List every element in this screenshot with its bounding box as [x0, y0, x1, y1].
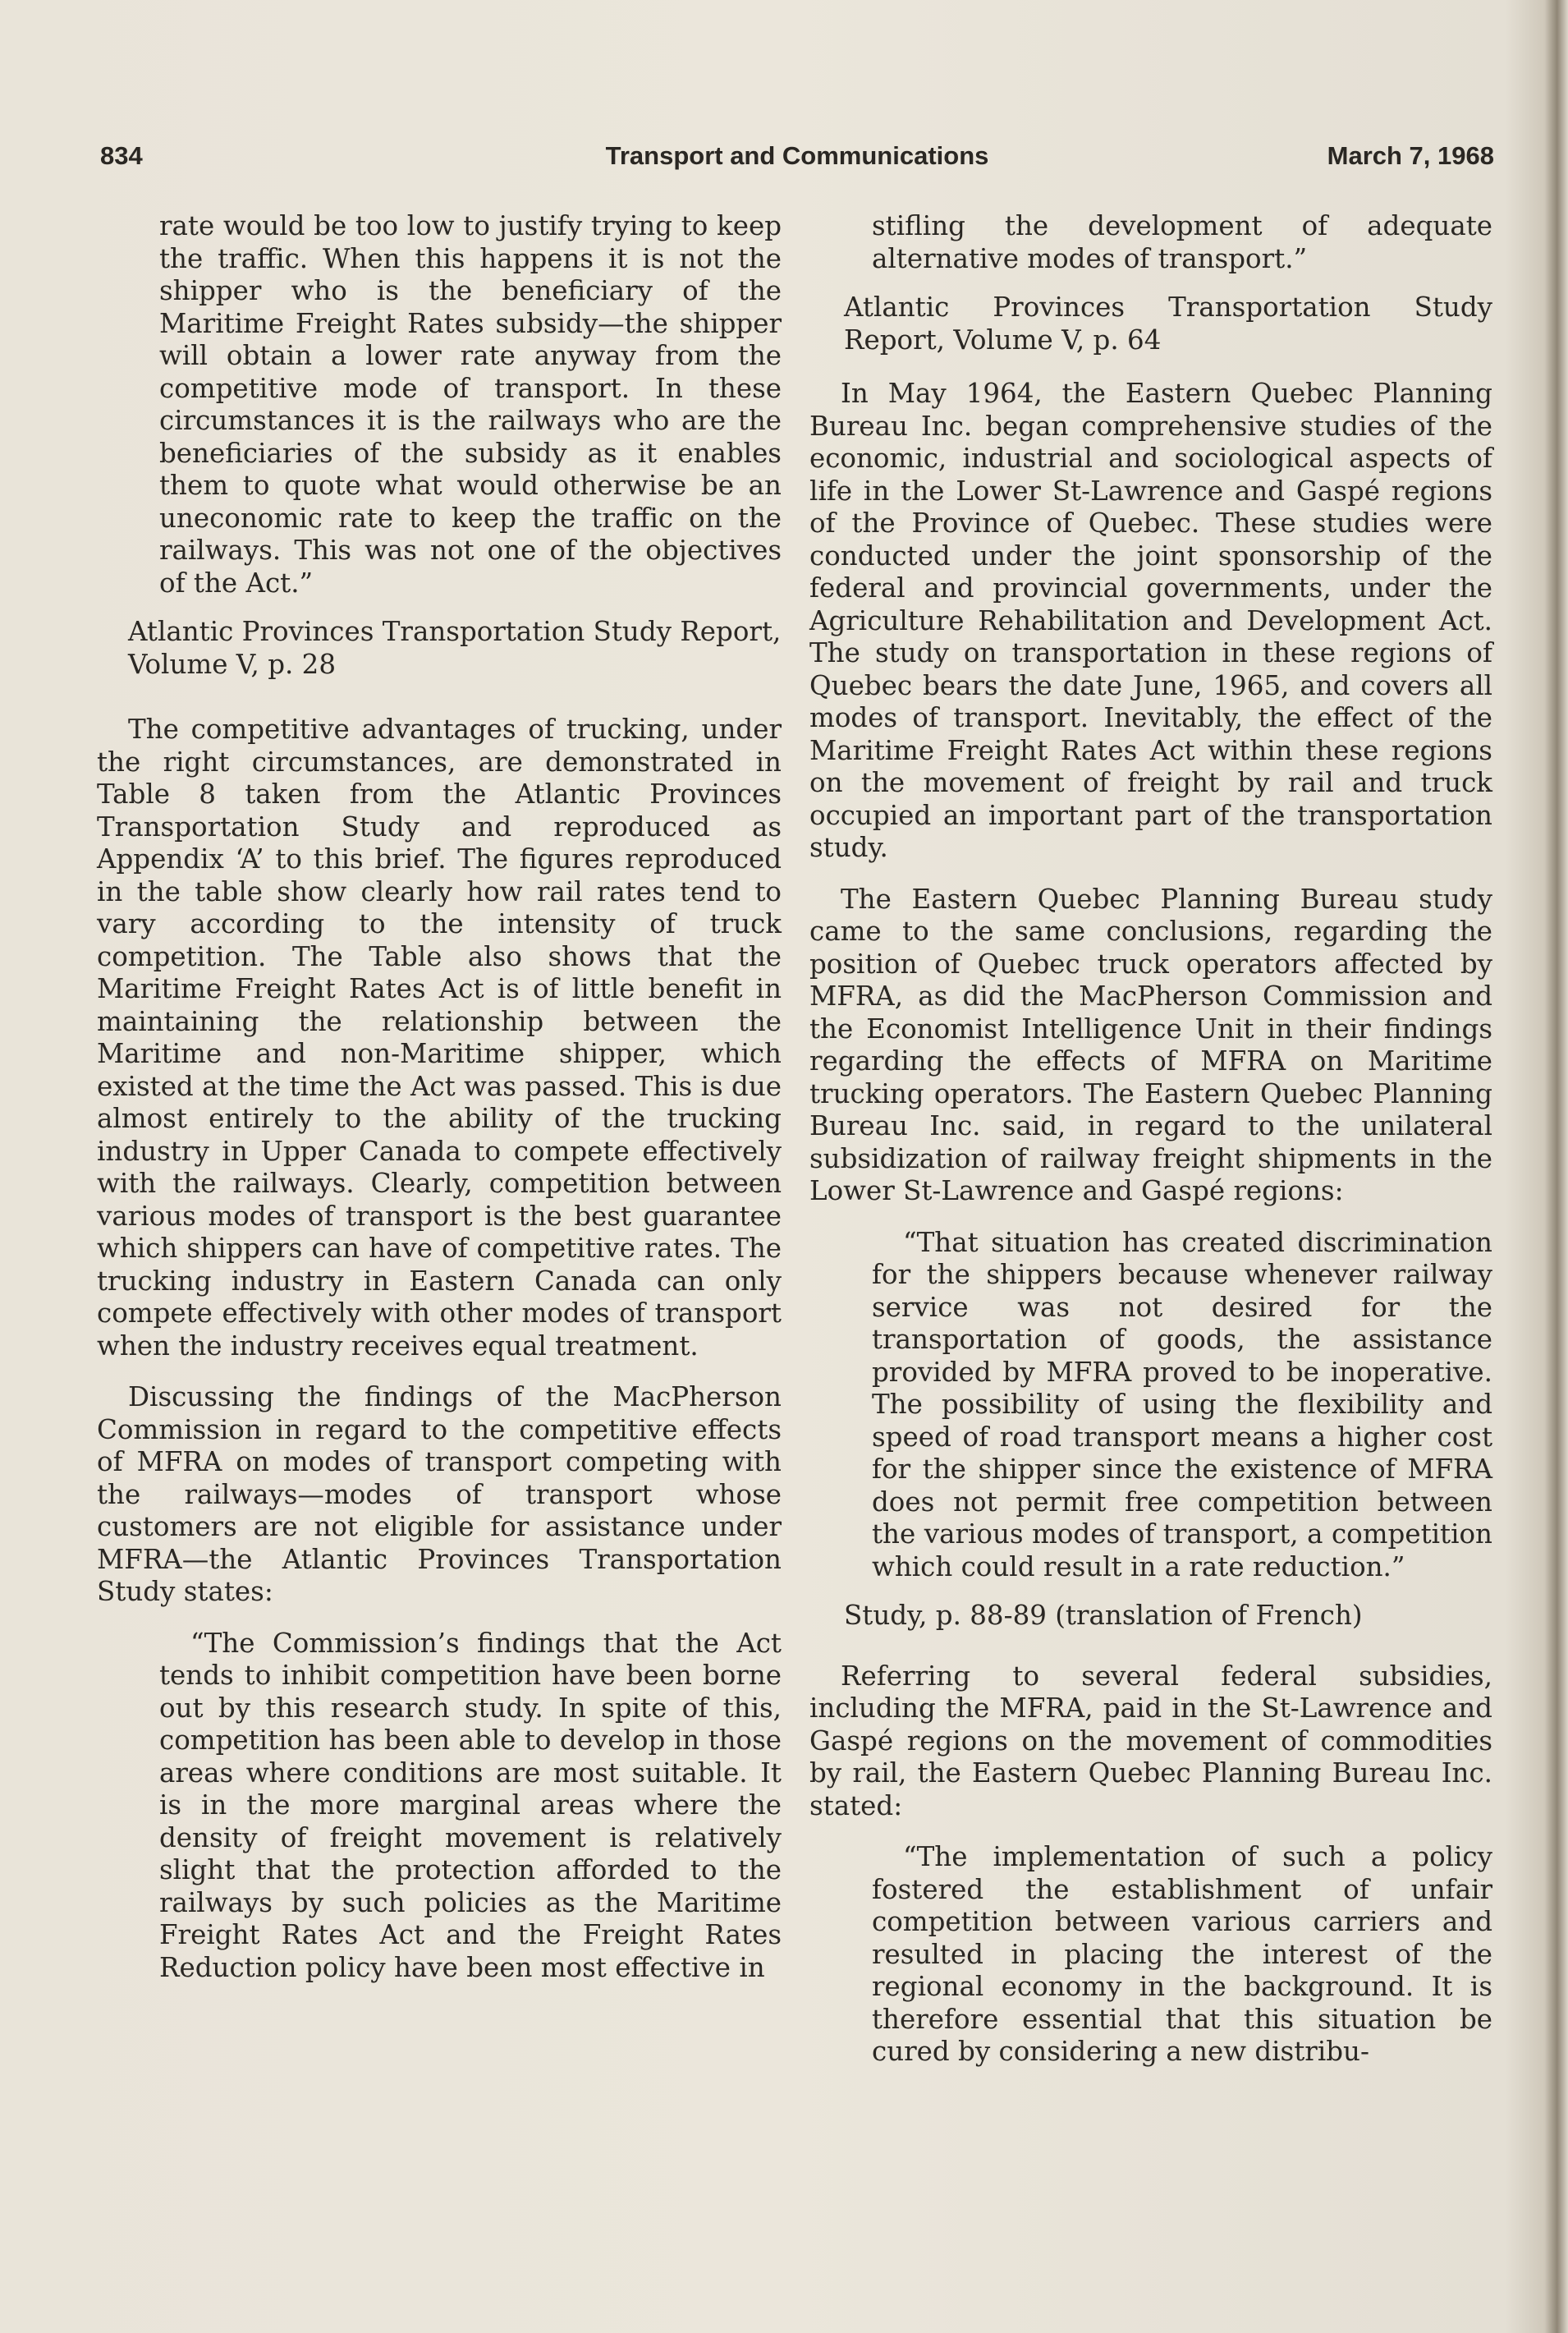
right-column: [809, 210, 1492, 2085]
citation: Study, p. 88-89 (translation of French): [844, 1600, 1363, 1631]
continued-quote: rate would be too low to justify trying to keep the traffic. When this happens it is not the shipper who is the beneficiary of the Maritime Freight Rates subsidy—the shipper will obtain a lower rate anyway from the competitive mode of transport. In these circumstances it is the railways who are the beneficiaries of the subsidy as it enables them to quote what would otherwise be an uneconomic rate to keep the traffic on the railways. This was not one of the objectives of the Act.”: [159, 210, 782, 599]
page-number: 834: [100, 141, 143, 170]
block-quote: “The implementation of such a policy fostered the establishment of unfair competition between various carriers and resulted in placing the interest of the regional economy in the background. It is therefore essential that this situation be cured by considering a new distribu-: [872, 1841, 1492, 2067]
body-paragraph: The Eastern Quebec Planning Bureau study came to the same conclusions, regarding the position of Quebec truck operators affected by MFRA, as did the MacPherson Commission and the Economist Intelligence Unit in their findings regarding the effects of MFRA on Maritime trucking operators. The Eastern Quebec Planning Bureau Inc. said, in regard to the unilateral subsidization of railway freight shipments in the Lower St-Lawrence and Gaspé regions:: [809, 883, 1492, 1206]
block-quote: “That situation has created discrimination for the shippers because whenever railway service was not desired for the transportation of goods, the assistance provided by MFRA proved to be inoperative. The possibility of using the flexibility and speed of road transport means a higher cost for the shipper since the existence of MFRA does not permit free competition between the various modes of transport, a competition which could result in a rate reduction.”: [872, 1226, 1492, 1582]
left-column: [97, 210, 782, 2000]
body-paragraph: Referring to several federal subsidies, including the MFRA, paid in the St-Lawrence and Gaspé regions on the movement of commodities by rail, the Eastern Quebec Planning Bureau Inc. stated:: [809, 1660, 1492, 1821]
citation: Atlantic Provinces Transportation Study Report, Volume V, p. 64: [844, 292, 1492, 356]
block-quote: “The Commission’s findings that the Act tends to inhibit competition have been borne out by this research study. In spite of this, competition has been able to develop in those areas where conditions are most suitable. It is in the more marginal areas where the density of freight movement is relatively slight that the protection afforded to the railways by such policies as the Maritime Freight Rates Act and the Freight Rates Reduction policy have been most effective in: [159, 1627, 782, 1983]
continued-quote: stifling the development of adequate alternative modes of transport.”: [872, 210, 1492, 274]
citation: Atlantic Provinces Transportation Study Report, Volume V, p. 28: [128, 616, 782, 680]
header-date: March 7, 1968: [1327, 141, 1494, 170]
running-title: Transport and Communications: [605, 141, 989, 170]
body-paragraph: The competitive advantages of trucking, under the right circumstances, are demonstrated in Table 8 taken from the Atlantic Provinces Transportation Study and reproduced as Appendix ‘A’ to this brief. The figures reproduced in the table show clearly how rail rates tend to vary according to the intensity of truck competition. The Table also shows that the Maritime Freight Rates Act is of little benefit in maintaining the relationship between the Maritime and non-Maritime shipper, which existed at the time the Act was passed. This is due almost entirely to the ability of the trucking industry in Upper Canada to compete effectively with the railways. Clearly, competition between various modes of transport is the best guarantee which shippers can have of competitive rates. The trucking industry in Eastern Canada can only compete effectively with other modes of transport when the industry receives equal treatment.: [97, 714, 782, 1362]
page-header: [100, 141, 1494, 177]
body-paragraph: Discussing the findings of the MacPherson Commission in regard to the competitive effects of MFRA on modes of transport competing with the railways—modes of transport whose customers are not eligible for assistance under MFRA—the Atlantic Provinces Transportation Study states:: [97, 1381, 782, 1607]
body-paragraph: In May 1964, the Eastern Quebec Planning Bureau Inc. began comprehensive studies of the economic, industrial and sociological aspects of life in the Lower St-Lawrence and Gaspé regions of the Province of Quebec. These studies were conducted under the joint sponsorship of the federal and provincial governments, under the Agriculture Rehabilitation and Development Act. The study on transportation in these regions of Quebec bears the date June, 1965, and covers all modes of transport. Inevitably, the effect of the Maritime Freight Rates Act within these regions on the movement of freight by rail and truck occupied an important part of the transportation study.: [809, 378, 1492, 863]
